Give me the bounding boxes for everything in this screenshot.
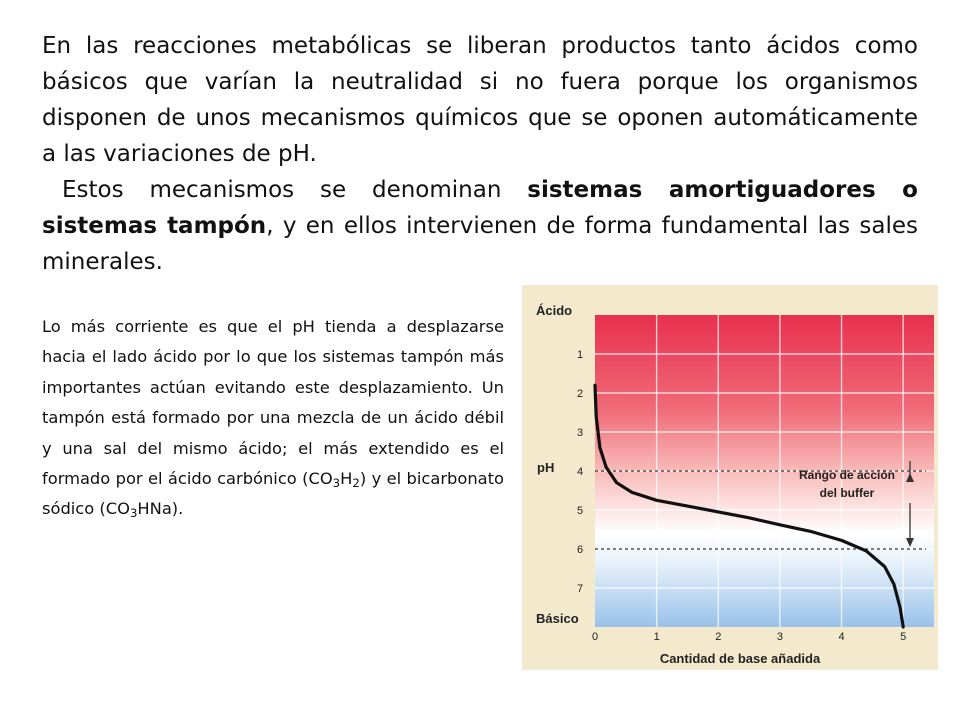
y-tick-label: 5 <box>576 505 584 517</box>
x-tick-label: 2 <box>715 631 722 643</box>
y-tick-label: 1 <box>576 349 584 361</box>
intro-text: En las reacciones metabólicas se liberan productos tanto ácidos como básicos que varían la neutralidad si no fuera porque los organismos disponen de unos mecanismos químicos que se oponen automáticamente a las variaciones de pH. <box>42 33 918 167</box>
y-tick-label: 4 <box>576 466 584 478</box>
buffer-explanation-paragraph <box>42 312 504 525</box>
y-tick-label: 2 <box>576 388 584 400</box>
y-tick-label: 6 <box>576 544 584 556</box>
annotation-line-2: del buffer <box>819 486 875 500</box>
x-tick-label: 4 <box>838 631 845 643</box>
intro-paragraph <box>42 28 918 172</box>
chart-svg <box>522 285 938 670</box>
p3-text-c: ) y el bicarbonato sódico (CO <box>42 469 504 519</box>
buffer-definition-paragraph <box>42 172 918 280</box>
y-bottom-label: Básico <box>536 611 579 626</box>
x-tick-label: 1 <box>653 631 660 643</box>
ph-buffer-chart <box>522 285 938 670</box>
annotation-line-1: Rango de acción <box>798 468 896 482</box>
p3-text-b: H <box>340 469 353 489</box>
p2-end-text: , y en ellos intervienen de forma fundamental las sales minerales. <box>42 213 918 275</box>
p3-subscript-2: 2 <box>352 475 360 490</box>
p3-subscript-1: 3 <box>332 475 341 490</box>
x-tick-label: 3 <box>776 631 783 643</box>
y-top-label: Ácido <box>536 303 573 318</box>
x-axis-label: Cantidad de base añadida <box>659 651 821 666</box>
y-tick-label: 7 <box>576 583 584 595</box>
x-tick-labels <box>592 631 906 643</box>
p2-start-text: Estos mecanismos se denominan <box>62 177 528 203</box>
x-tick-label: 5 <box>900 631 907 643</box>
p3-text-a: Lo más corriente es que el pH tienda a desplazarse hacia el lado ácido por lo que los sistemas tampón más importantes actúan evitando este desplazamiento. Un tampón está formado por una mezcla de un ácido débil y una sal del mismo ácido; el más extendido es el formado por el ácido carbónico (CO <box>42 317 504 489</box>
p3-subscript-3: 3 <box>129 506 138 521</box>
y-tick-labels <box>577 349 583 595</box>
p3-text-d: HNa). <box>137 499 184 519</box>
x-tick-label: 0 <box>591 631 599 643</box>
y-tick-label: 3 <box>576 427 584 439</box>
p2-bold-term: sistemas amortiguadores o sistemas tampón <box>42 177 918 239</box>
y-axis-label: pH <box>537 460 555 475</box>
